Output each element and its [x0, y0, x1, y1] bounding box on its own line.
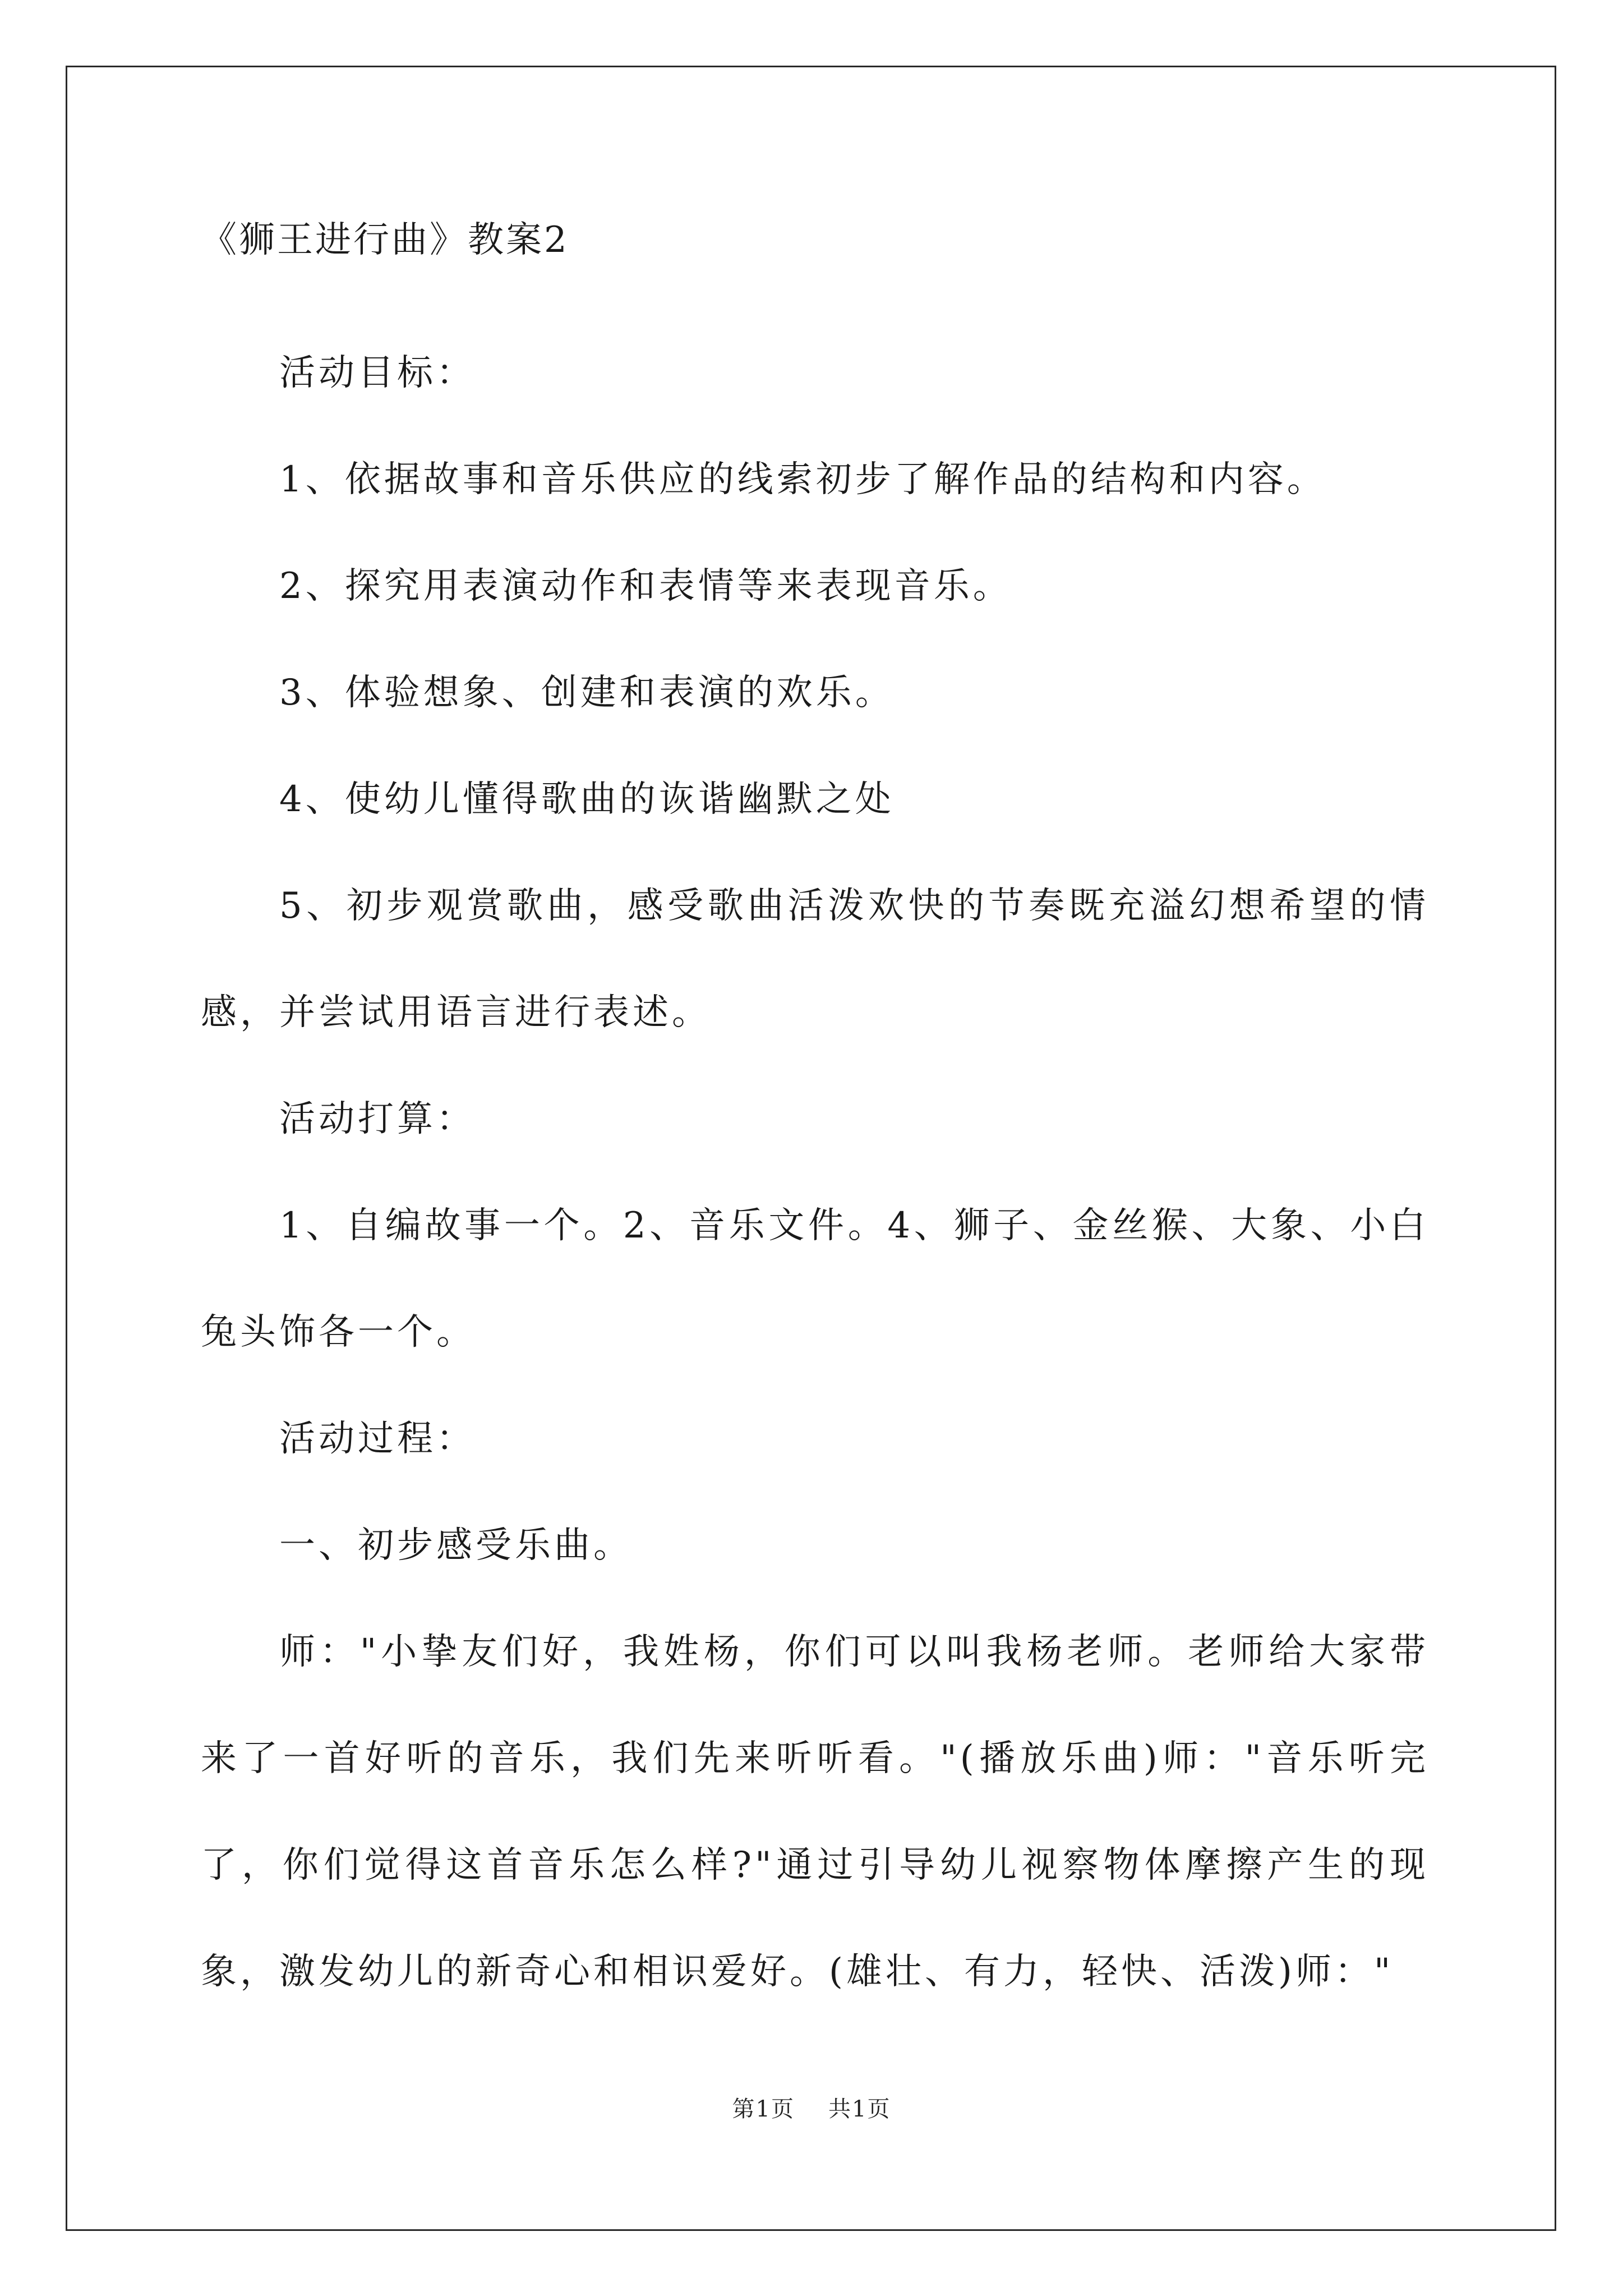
document-body	[201, 213, 1429, 2025]
page-number: 第1页	[732, 2096, 795, 2122]
section-heading-preparation: 活动打算：	[279, 1098, 476, 1140]
process-step-1-heading: 一、初步感受乐曲。	[279, 1525, 633, 1566]
goal-item-4: 4、使幼儿懂得歌曲的诙谐幽默之处	[279, 779, 895, 820]
section-heading-process: 活动过程：	[279, 1418, 476, 1460]
goal-item-2: 2、探究用表演动作和表情等来表现音乐。	[279, 565, 1012, 607]
goal-item-3: 3、体验想象、创建和表演的欢乐。	[279, 672, 895, 714]
goal-item-5: 5、初步观赏歌曲，感受歌曲活泼欢快的节奏既充溢幻想希望的情感，并尝试用语言进行表述。	[201, 885, 1429, 1033]
process-step-1-text: 师："小挚友们好，我姓杨，你们可以叫我杨老师。老师给大家带来了一首好听的音乐，我们先来听听看。"(播放乐曲)师："音乐听完了，你们觉得这首音乐怎么样?"通过引导幼儿视察物体摩擦产生的现象，激发幼儿的新奇心和相识爱好。(雄壮、有力，轻快、活泼)师："	[201, 1631, 1429, 1993]
page-total: 共1页	[828, 2096, 891, 2122]
section-heading-goals: 活动目标：	[279, 352, 476, 394]
document-title: 《狮王进行曲》教案2	[201, 219, 569, 261]
goal-item-1: 1、依据故事和音乐供应的线索初步了解作品的结构和内容。	[279, 459, 1326, 500]
preparation-item: 1、自编故事一个。2、音乐文件。4、狮子、金丝猴、大象、小白兔头饰各一个。	[201, 1205, 1429, 1353]
page-footer	[0, 2091, 1623, 2123]
